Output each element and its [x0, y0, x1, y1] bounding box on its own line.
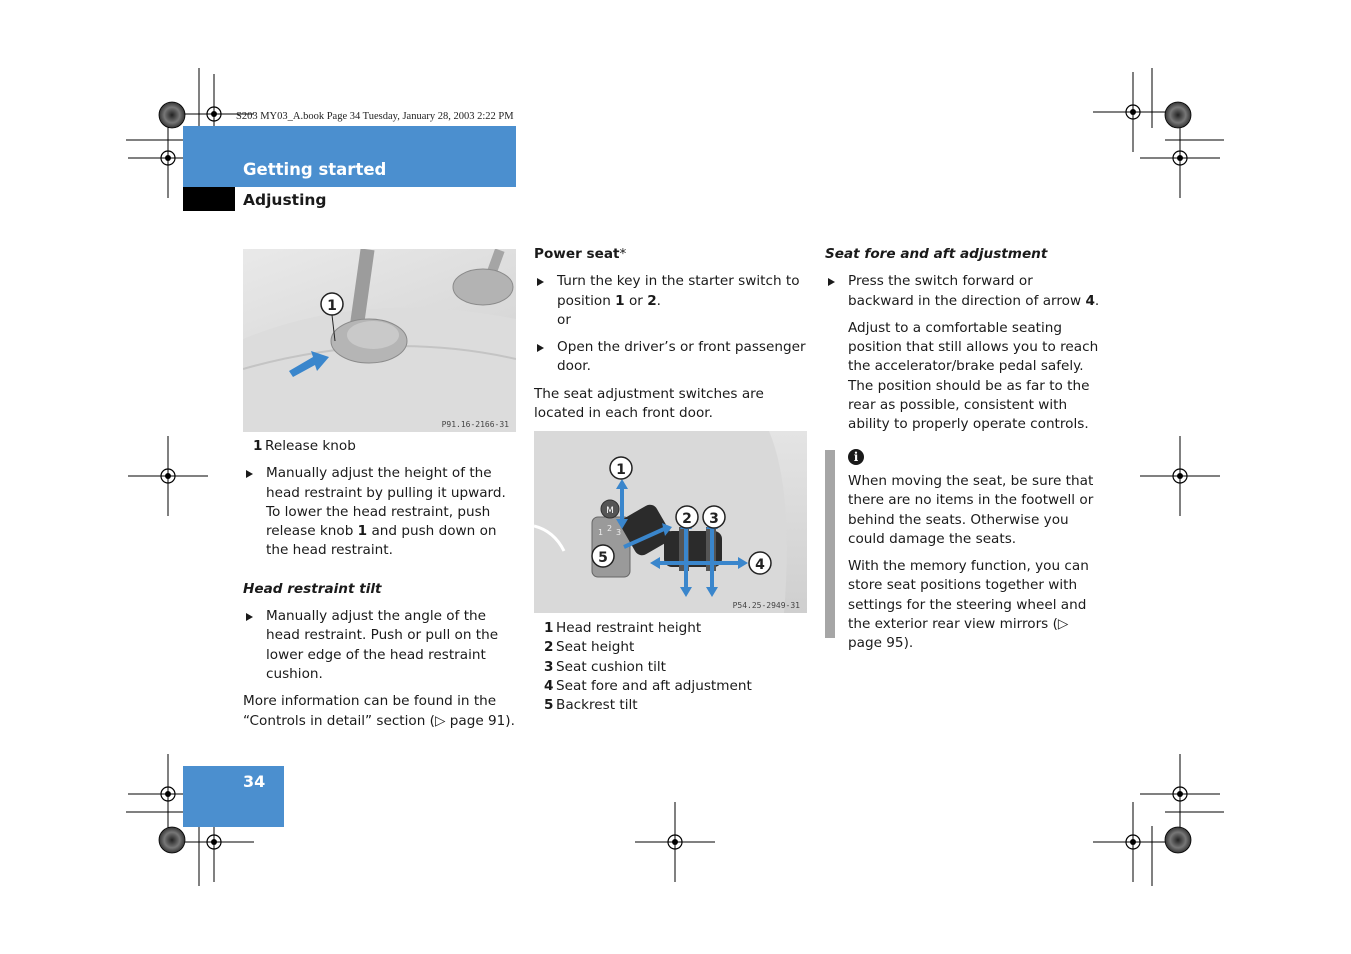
book-file-line: S203 MY03_A.book Page 34 Tuesday, January 28, 2003 2:22 PM	[236, 111, 514, 122]
or-text: or	[557, 311, 571, 328]
paragraph: The seat adjustment switches are located in each front door.	[534, 385, 764, 422]
callout-1: 1	[616, 462, 626, 478]
head-restraint-figure	[243, 249, 516, 432]
section-tab-marker	[183, 187, 235, 211]
note-paragraph: With the memory function, you can store seat positions together with settings for the steering wheel and the exterior rear view mirrors (▷ page 95).	[848, 558, 1089, 652]
callout-4: 4	[755, 557, 765, 573]
subheading: Power seat*	[534, 246, 627, 262]
figure-code: P91.16-2166-31	[441, 420, 509, 429]
memory-digit: 2	[607, 524, 613, 533]
caption-item	[243, 437, 518, 456]
instruction-bullet: Open the driver’s or front passenger door.	[534, 338, 808, 377]
subsection-title: Adjusting	[243, 191, 327, 209]
seat-switch-illustration	[534, 431, 807, 613]
seat-switch-caption-list	[534, 619, 808, 715]
callout-1: 1	[327, 298, 337, 314]
callout-2: 2	[682, 511, 692, 527]
instruction-bullet: Turn the key in the starter switch to position 1 or 2. or	[534, 272, 808, 330]
caption-item: 5 Backrest tilt	[544, 697, 638, 714]
instruction-bullet: Manually adjust the angle of the head restraint. Push or pull on the lower edge of the head restraint cushion.	[243, 607, 518, 684]
memory-digit: 3	[616, 528, 622, 537]
caption-item: 1 Head restraint height	[544, 620, 702, 636]
memory-button-label: M	[606, 506, 614, 516]
callout-3: 3	[709, 511, 719, 527]
instruction-bullet: Press the switch forward or backward in the direction of arrow 4.	[825, 272, 1101, 311]
more-info-paragraph: More information can be found in the “Controls in detail” section (▷ page 91).	[243, 693, 515, 729]
info-icon: i	[848, 449, 864, 465]
paragraph: Adjust to a comfortable seating position that still allows you to reach the accelerator/brake pedal safely. The position should be as far to the rear as possible, consistent with ability to properly operate controls.	[848, 319, 1099, 433]
page-number-box	[183, 766, 284, 827]
instruction-bullet: Manually adjust the height of the head restraint by pulling it upward. To lower the head restraint, push release knob 1 and push down on the head restraint.	[243, 464, 518, 560]
subheading: Seat fore and aft adjustment	[825, 246, 1048, 262]
left-column	[243, 437, 518, 731]
page-number: 34	[243, 772, 266, 791]
caption-item: 3 Seat cushion tilt	[544, 658, 667, 675]
note-bar	[825, 450, 835, 638]
right-column	[825, 245, 1101, 435]
info-note	[848, 472, 1102, 654]
subheading: Head restraint tilt	[243, 580, 382, 597]
caption-item: 4 Seat fore and aft adjustment	[544, 677, 752, 694]
head-restraint-illustration	[243, 249, 516, 432]
note-paragraph: When moving the seat, be sure that there are no items in the footwell or behind the seats. Otherwise you could damage the seats.	[848, 473, 1094, 547]
caption-text: Release knob	[265, 438, 356, 454]
callout-5: 5	[598, 550, 608, 566]
section-title: Getting started	[243, 160, 387, 179]
caption-number: 1	[253, 438, 263, 454]
figure-code: P54.25-2949-31	[732, 601, 800, 610]
seat-switch-figure	[534, 431, 807, 613]
caption-item: 2 Seat height	[544, 639, 635, 656]
middle-column	[534, 245, 808, 423]
memory-digit: 1	[598, 528, 604, 537]
